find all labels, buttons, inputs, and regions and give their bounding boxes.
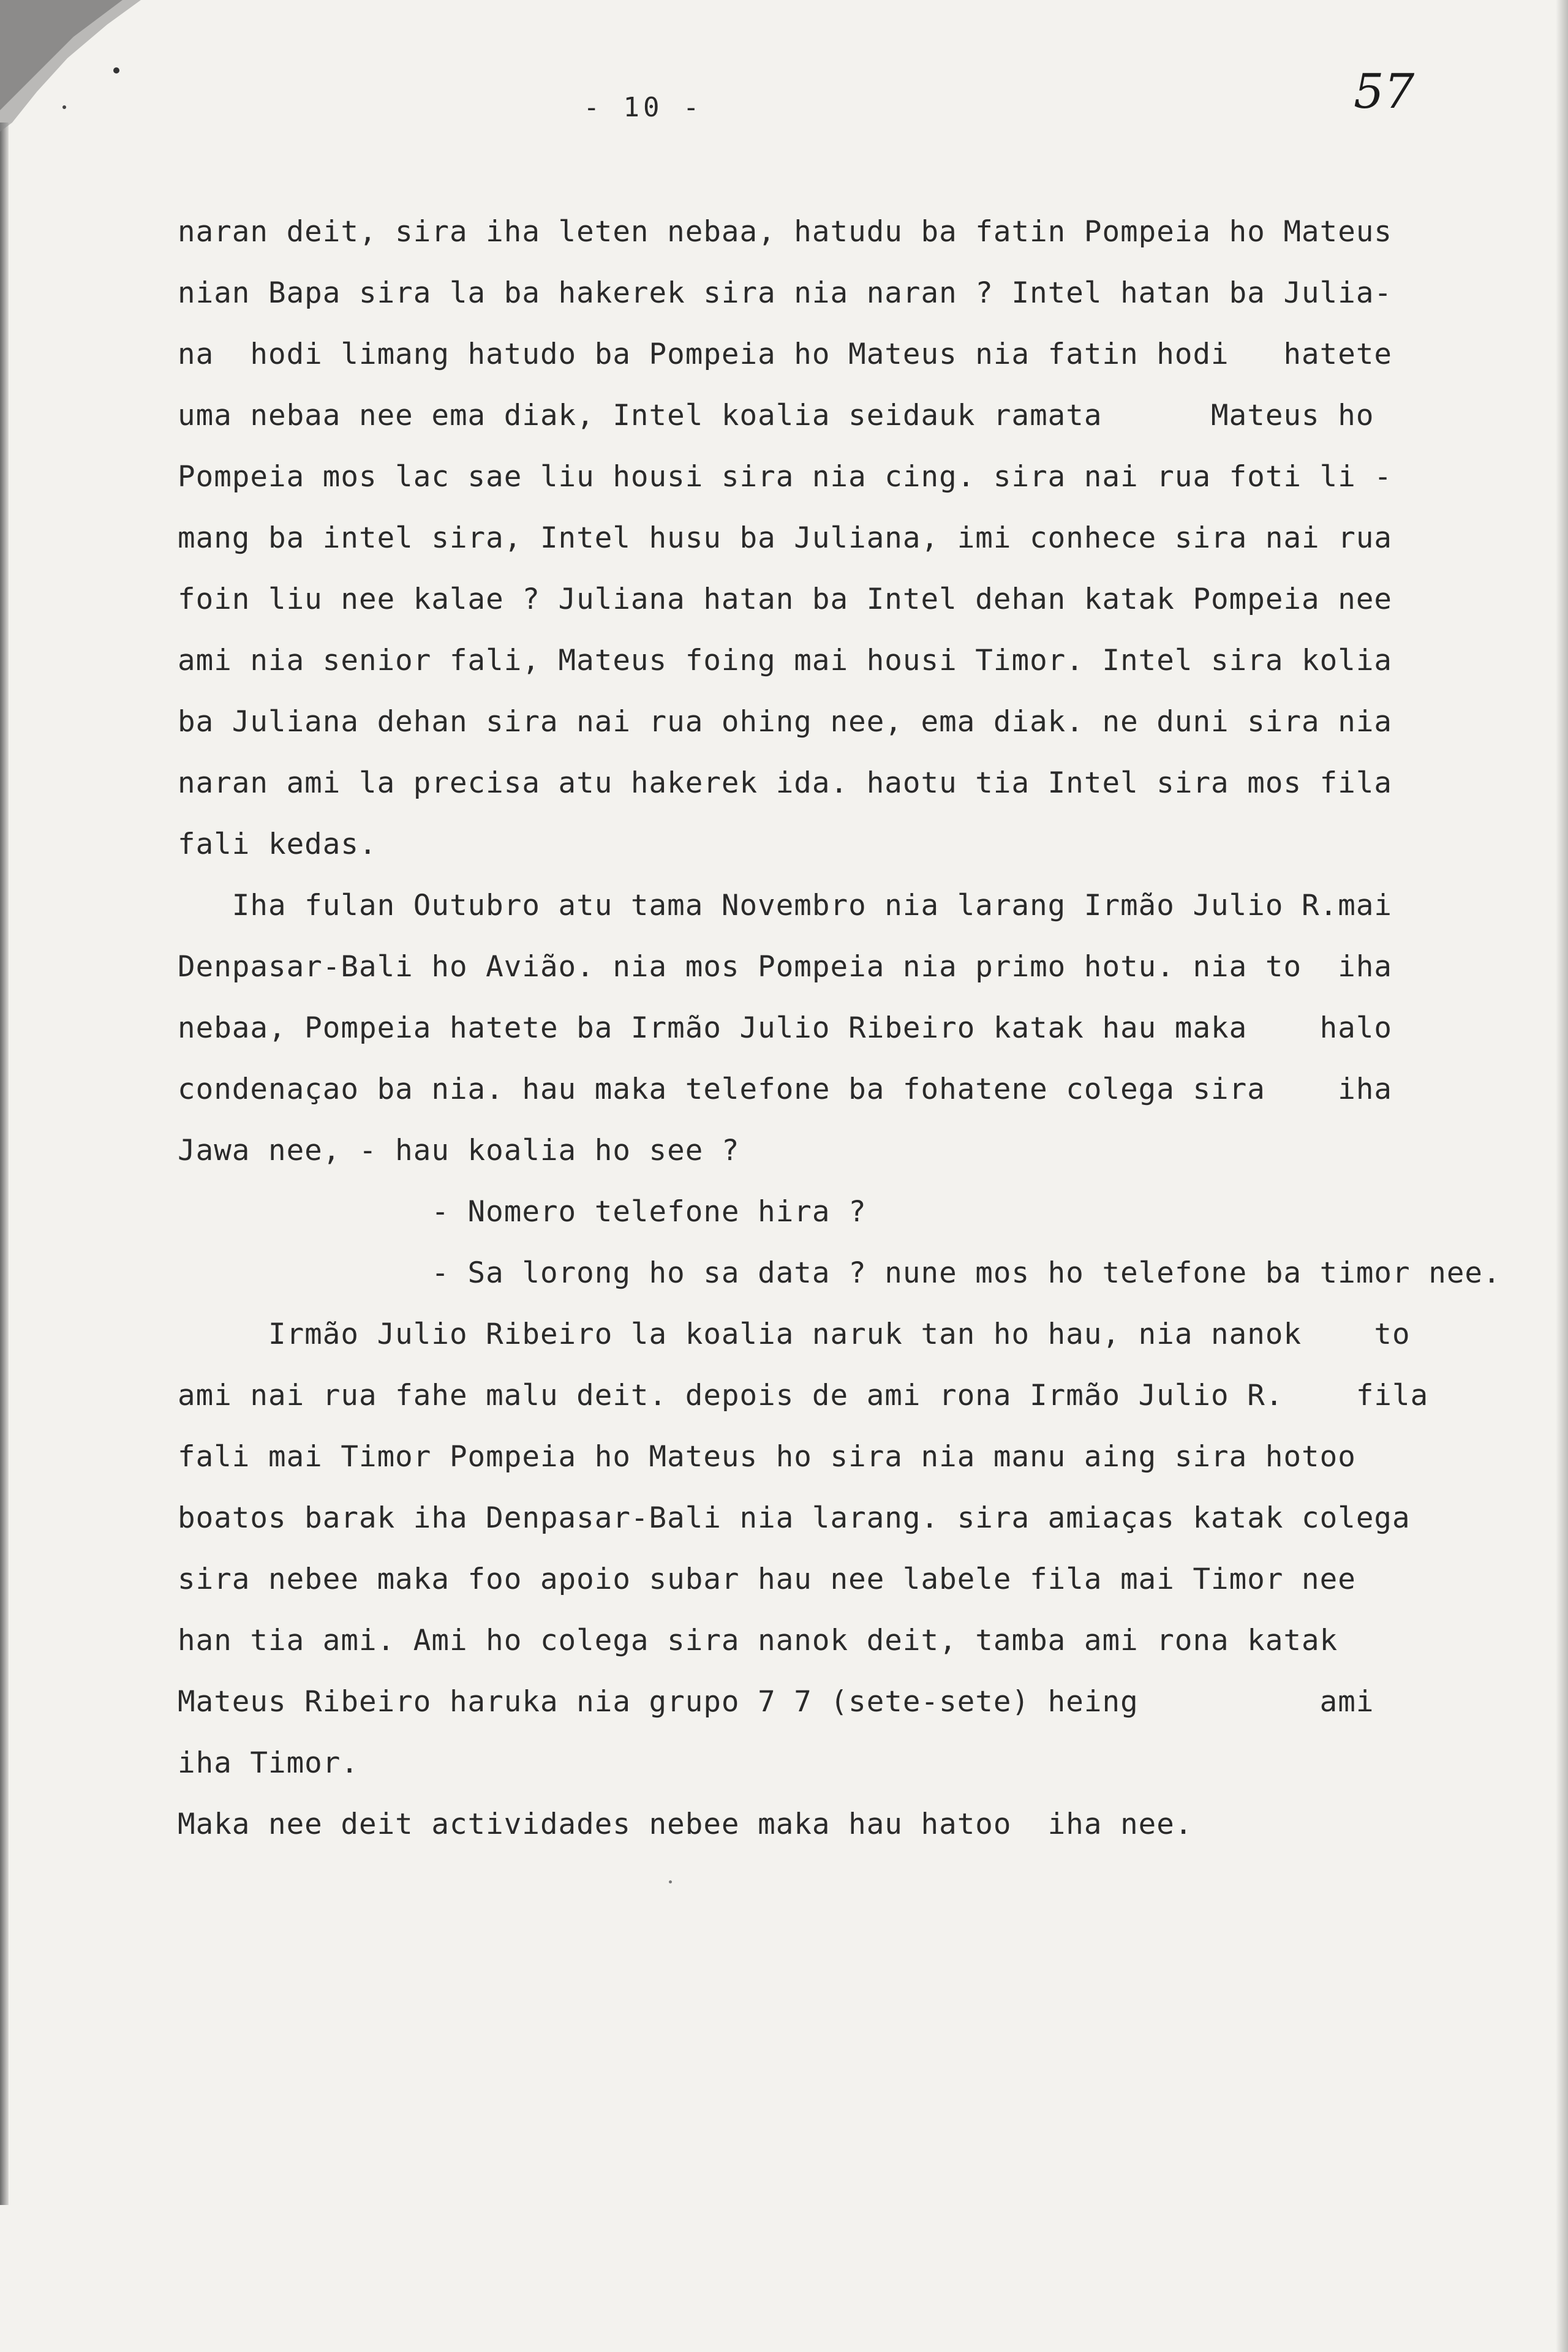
body-line: han tia ami. Ami ho colega sira nanok deit, tamba ami rona katak bbox=[178, 1624, 1338, 1657]
body-line: condenaçao ba nia. hau maka telefone ba fohatene colega sira iha bbox=[178, 1072, 1393, 1106]
body-line: Denpasar-Bali ho Avião. nia mos Pompeia nia primo hotu. nia to iha bbox=[178, 950, 1393, 984]
body-line: nebaa, Pompeia hatete ba Irmão Julio Ribeiro katak hau maka halo bbox=[178, 1011, 1393, 1045]
handwritten-folio-number: 57 bbox=[1354, 64, 1415, 119]
body-line: Iha fulan Outubro atu tama Novembro nia larang Irmão Julio R.mai bbox=[178, 889, 1393, 922]
page-number: - 10 - bbox=[583, 92, 703, 123]
body-line: Irmão Julio Ribeiro la koalia naruk tan ho hau, nia nanok to bbox=[178, 1317, 1411, 1351]
body-line: mang ba intel sira, Intel husu ba Juliana, imi conhece sira nai rua bbox=[178, 521, 1393, 555]
body-line: Maka nee deit actividades nebee maka hau hatoo iha nee. bbox=[178, 1807, 1193, 1841]
body-line: naran ami la precisa atu hakerek ida. haotu tia Intel sira mos fila bbox=[178, 766, 1393, 800]
body-line: ami nia senior fali, Mateus foing mai housi Timor. Intel sira kolia bbox=[178, 644, 1393, 677]
body-line: - Nomero telefone hira ? bbox=[178, 1195, 867, 1229]
body-line: fali kedas. bbox=[178, 827, 377, 861]
body-line: - Sa lorong ho sa data ? nune mos ho telefone ba timor nee. bbox=[178, 1256, 1501, 1290]
page-left-edge-shadow bbox=[0, 123, 9, 2205]
body-line: foin liu nee kalae ? Juliana hatan ba Intel dehan katak Pompeia nee bbox=[178, 582, 1393, 616]
body-line: ba Juliana dehan sira nai rua ohing nee, ema diak. ne duni sira nia bbox=[178, 705, 1393, 739]
body-line: nian Bapa sira la ba hakerek sira nia naran ? Intel hatan ba Julia- bbox=[178, 276, 1393, 310]
page-right-edge-shadow bbox=[1556, 0, 1568, 2352]
body-line: sira nebee maka foo apoio subar hau nee labele fila mai Timor nee bbox=[178, 1562, 1356, 1596]
body-line: iha Timor. bbox=[178, 1746, 359, 1780]
body-line: fali mai Timor Pompeia ho Mateus ho sira nia manu aing sira hotoo bbox=[178, 1440, 1356, 1474]
body-line: naran deit, sira iha leten nebaa, hatudu ba fatin Pompeia ho Mateus bbox=[178, 215, 1393, 249]
body-line: Pompeia mos lac sae liu housi sira nia cing. sira nai rua foti li - bbox=[178, 460, 1393, 494]
body-line: ami nai rua fahe malu deit. depois de ami rona Irmão Julio R. fila bbox=[178, 1379, 1429, 1412]
ink-speck bbox=[669, 1880, 672, 1883]
body-line: Mateus Ribeiro haruka nia grupo 7 7 (sete-sete) heing ami bbox=[178, 1685, 1374, 1719]
body-line: boatos barak iha Denpasar-Bali nia larang. sira amiaças katak colega bbox=[178, 1501, 1411, 1535]
body-line: Jawa nee, - hau koalia ho see ? bbox=[178, 1134, 740, 1167]
body-line: uma nebaa nee ema diak, Intel koalia seidauk ramata Mateus ho bbox=[178, 399, 1374, 432]
body-line: na hodi limang hatudo ba Pompeia ho Mateus nia fatin hodi hatete bbox=[178, 337, 1393, 371]
